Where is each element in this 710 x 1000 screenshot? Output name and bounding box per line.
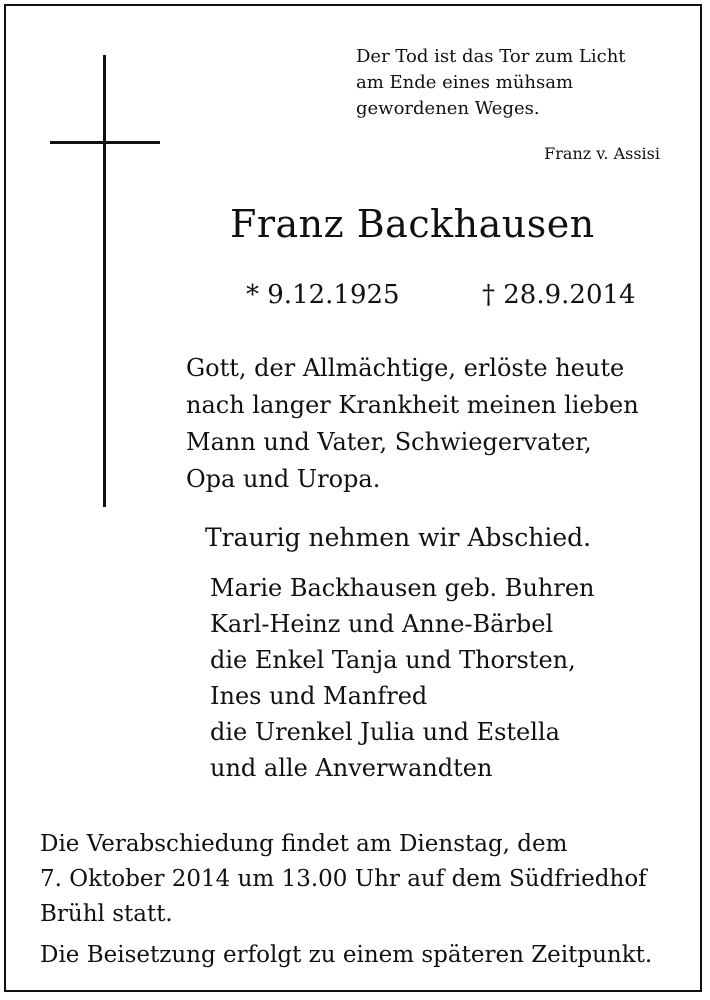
deceased-name: Franz Backhausen xyxy=(230,202,595,246)
cross-vertical-bar xyxy=(103,55,106,507)
farewell-service-info xyxy=(40,827,680,932)
birth-date: * 9.12.1925 xyxy=(246,280,400,310)
service-line: Die Verabschiedung findet am Dienstag, dem xyxy=(40,831,568,857)
mourners-list xyxy=(210,570,670,786)
quote-author: Franz v. Assisi xyxy=(544,144,660,163)
mourner-line: die Urenkel Julia und Estella xyxy=(210,718,560,746)
cross-horizontal-bar xyxy=(50,141,160,144)
mourner-line: Karl-Heinz und Anne-Bärbel xyxy=(210,610,554,638)
quote-line: gewordenen Weges. xyxy=(356,98,540,119)
quote-line: Der Tod ist das Tor zum Licht xyxy=(356,46,626,67)
announcement-line: Opa und Uropa. xyxy=(186,465,381,493)
mourner-line: Ines und Manfred xyxy=(210,682,428,710)
death-announcement xyxy=(186,350,676,498)
farewell-line: Traurig nehmen wir Abschied. xyxy=(205,523,592,552)
mourner-line: und alle Anverwandten xyxy=(210,754,493,782)
announcement-line: nach langer Krankheit meinen lieben xyxy=(186,391,639,419)
service-line: 7. Oktober 2014 um 13.00 Uhr auf dem Südfriedhof xyxy=(40,866,647,892)
burial-info: Die Beisetzung erfolgt zu einem späteren Zeitpunkt. xyxy=(40,942,653,968)
quote xyxy=(356,44,686,122)
quote-line: am Ende eines mühsam xyxy=(356,72,574,93)
announcement-line: Gott, der Allmächtige, erlöste heute xyxy=(186,354,625,382)
mourner-line: Marie Backhausen geb. Buhren xyxy=(210,574,595,602)
announcement-line: Mann und Vater, Schwiegervater, xyxy=(186,428,592,456)
service-line: Brühl statt. xyxy=(40,901,173,927)
mourner-line: die Enkel Tanja und Thorsten, xyxy=(210,646,576,674)
death-date: † 28.9.2014 xyxy=(482,280,636,310)
